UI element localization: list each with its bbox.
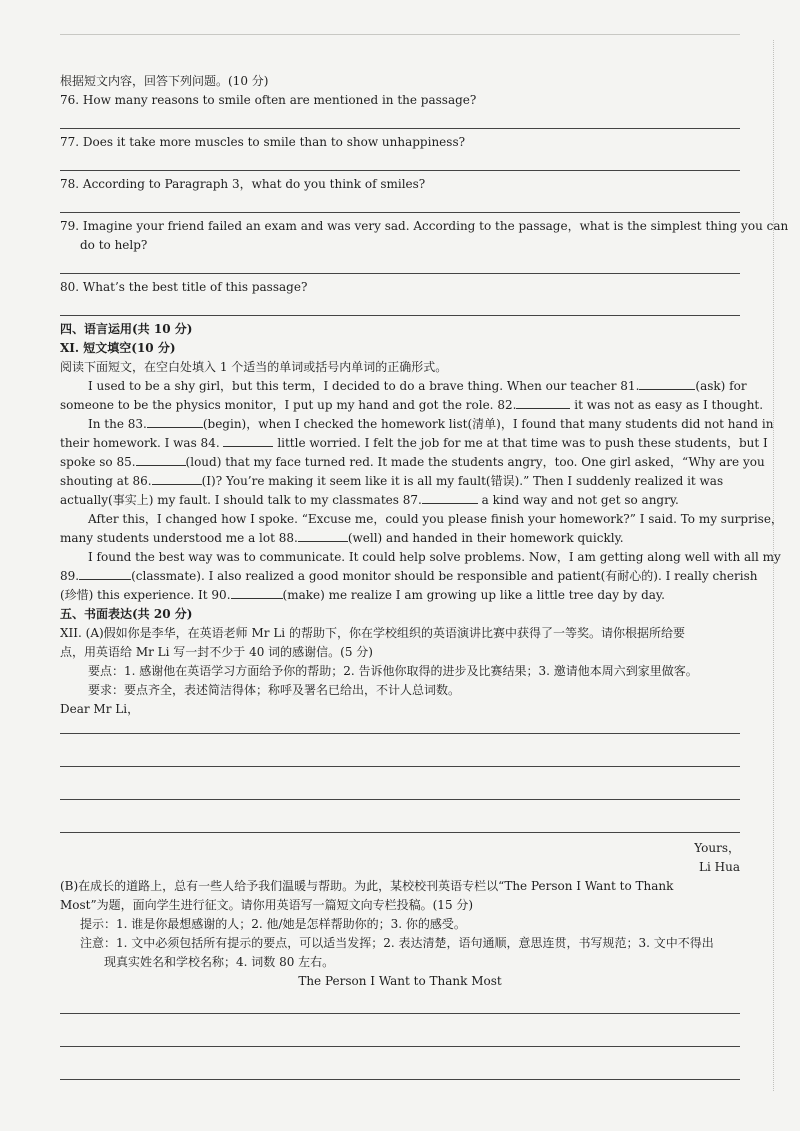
writing-line[interactable]: [60, 832, 740, 833]
blank-88[interactable]: [298, 541, 348, 542]
blank-82[interactable]: [516, 408, 570, 409]
signature: Li Hua: [699, 860, 740, 874]
text: In the 83.: [88, 417, 147, 431]
blank-90[interactable]: [231, 598, 283, 599]
blank-87[interactable]: [422, 503, 478, 504]
part-b-hints: 提示：1. 谁是你最想感谢的人；2. 他/她是怎样帮助你的；3. 你的感受。: [80, 917, 466, 931]
cloze-p1-line2: [60, 396, 764, 415]
cloze-p4-line3: [60, 586, 740, 605]
question-79: 79. Imagine your friend failed an exam and was very sad. According to the passage，what is the simplest thing you can: [60, 219, 789, 233]
answer-line-78[interactable]: [60, 212, 740, 213]
cloze-p2-line4: [60, 472, 740, 491]
answer-line-77[interactable]: [60, 170, 740, 171]
cloze-p2-line5: [60, 491, 740, 510]
text: (well) and handed in their homework quickly.: [347, 531, 624, 545]
blank-81[interactable]: [639, 389, 695, 390]
blank-85[interactable]: [136, 465, 186, 466]
salutation: Dear Mr Li，: [60, 702, 140, 716]
text: (begin)，when I checked the homework list(清单)，I found that many students did not hand in: [202, 417, 774, 431]
text: (珍惜) this experience. It 90.: [60, 588, 231, 602]
part-b-line2: Most”为题，面向学生进行征文。请你用英语写一篇短文向专栏投稿。(15 分): [60, 898, 474, 912]
part-a-line2: 点，用英语给 Mr Li 写一封不少于 40 词的感谢信。(5 分): [60, 645, 373, 659]
part-b-notes-cont: 现真实姓名和学校名称；4. 词数 80 左右。: [104, 955, 335, 969]
text: many students understood me a lot 88.: [60, 531, 298, 545]
answer-line-79[interactable]: [60, 273, 740, 274]
text: (classmate). I also realized a good monitor should be responsible and patient(有耐心的). I really cherish: [131, 569, 758, 583]
text: someone to be the physics monitor，I put up my hand and got the role. 82.: [60, 398, 517, 412]
text: spoke so 85.: [60, 455, 136, 469]
text: little worried. I felt the job for me at that time was to push these students，but I: [277, 436, 768, 450]
text: (loud) that my face turned red. It made the students angry，too. One girl asked，“Why are you: [185, 455, 765, 469]
part-a-line1: XII. (A)假如你是李华，在英语老师 Mr Li 的帮助下，你在学校组织的英语演讲比赛中获得了一等奖。请你根据所给要: [60, 626, 685, 640]
blank-86[interactable]: [152, 484, 202, 485]
cloze-p2-line2: [60, 434, 768, 453]
part-a-points: 要点：1. 感谢他在英语学习方面给予你的帮助；2. 告诉他你取得的进步及比赛结果；3. 邀请他本周六到家里做客。: [88, 664, 698, 678]
answer-line-80[interactable]: [60, 315, 740, 316]
text: a kind way and not get so angry.: [481, 493, 679, 507]
text: (I)? You’re making it seem like it is all my fault(错误).” Then I suddenly realized it was: [201, 474, 724, 488]
question-77: 77. Does it take more muscles to smile than to show unhappiness?: [60, 135, 466, 149]
part-a-requirements: 要求：要点齐全，表述简洁得体；称呼及署名已给出，不计人总词数。: [88, 683, 461, 697]
cloze-p4-line2: [60, 567, 758, 586]
text: 89.: [60, 569, 80, 583]
right-edge-marks: [773, 40, 774, 1091]
essay-title: The Person I Want to Thank Most: [298, 974, 502, 988]
part-b-notes: 注意：1. 文中必须包括所有提示的要点，可以适当发挥；2. 表达清楚，语句通顺，意思连贯，书写规范；3. 文中不得出: [80, 936, 714, 950]
cloze-p3-line2: [60, 529, 740, 548]
text: (ask) for: [695, 379, 747, 393]
question-78: 78. According to Paragraph 3，what do you think of smiles?: [60, 177, 426, 191]
cloze-p3-line1: After this，I changed how I spoke. “Excuse me，could you please finish your homework?” I said. To my surprise，: [88, 512, 783, 526]
closing: Yours，: [694, 841, 740, 855]
text: (make) me realize I am growing up like a little tree day by day.: [282, 588, 665, 602]
text: shouting at 86.: [60, 474, 152, 488]
cloze-p2-line3: [60, 453, 765, 472]
question-79-cont: do to help?: [80, 238, 148, 252]
text: I used to be a shy girl，but this term，I decided to do a brave thing. When our teacher 81.: [88, 379, 640, 393]
question-80: 80. What’s the best title of this passage?: [60, 280, 308, 294]
blank-83[interactable]: [147, 427, 203, 428]
question-76: 76. How many reasons to smile often are mentioned in the passage?: [60, 93, 477, 107]
cloze-p2-line1: [60, 415, 774, 434]
cloze-p1-line1: [60, 377, 747, 396]
blank-84[interactable]: [223, 446, 273, 447]
section-4-instruction: 阅读下面短文，在空白处填入 1 个适当的单词或括号内单词的正确形式。: [60, 360, 448, 374]
text: their homework. I was 84.: [60, 436, 220, 450]
section-4-subtitle: XI. 短文填空(10 分): [60, 341, 176, 355]
answer-line-76[interactable]: [60, 128, 740, 129]
top-border: [60, 34, 740, 35]
text: it was not as easy as I thought.: [574, 398, 764, 412]
cloze-p4-line1: I found the best way was to communicate. It could help solve problems. Now，I am getting along well with all my: [88, 550, 781, 564]
page-content: [60, 72, 789, 1080]
section-5-title: 五、书面表达(共 20 分): [60, 607, 193, 621]
writing-line[interactable]: [60, 1079, 740, 1080]
text: actually(事实上) my fault. I should talk to my classmates 87.: [60, 493, 422, 507]
section-4-title: 四、语言运用(共 10 分): [60, 322, 193, 336]
part-b-line1: (B)在成长的道路上，总有一些人给予我们温暖与帮助。为此，某校校刊英语专栏以“The Person I Want to Thank: [60, 879, 674, 893]
blank-89[interactable]: [79, 579, 131, 580]
reading-instruction: 根据短文内容，回答下列问题。(10 分): [60, 74, 269, 88]
